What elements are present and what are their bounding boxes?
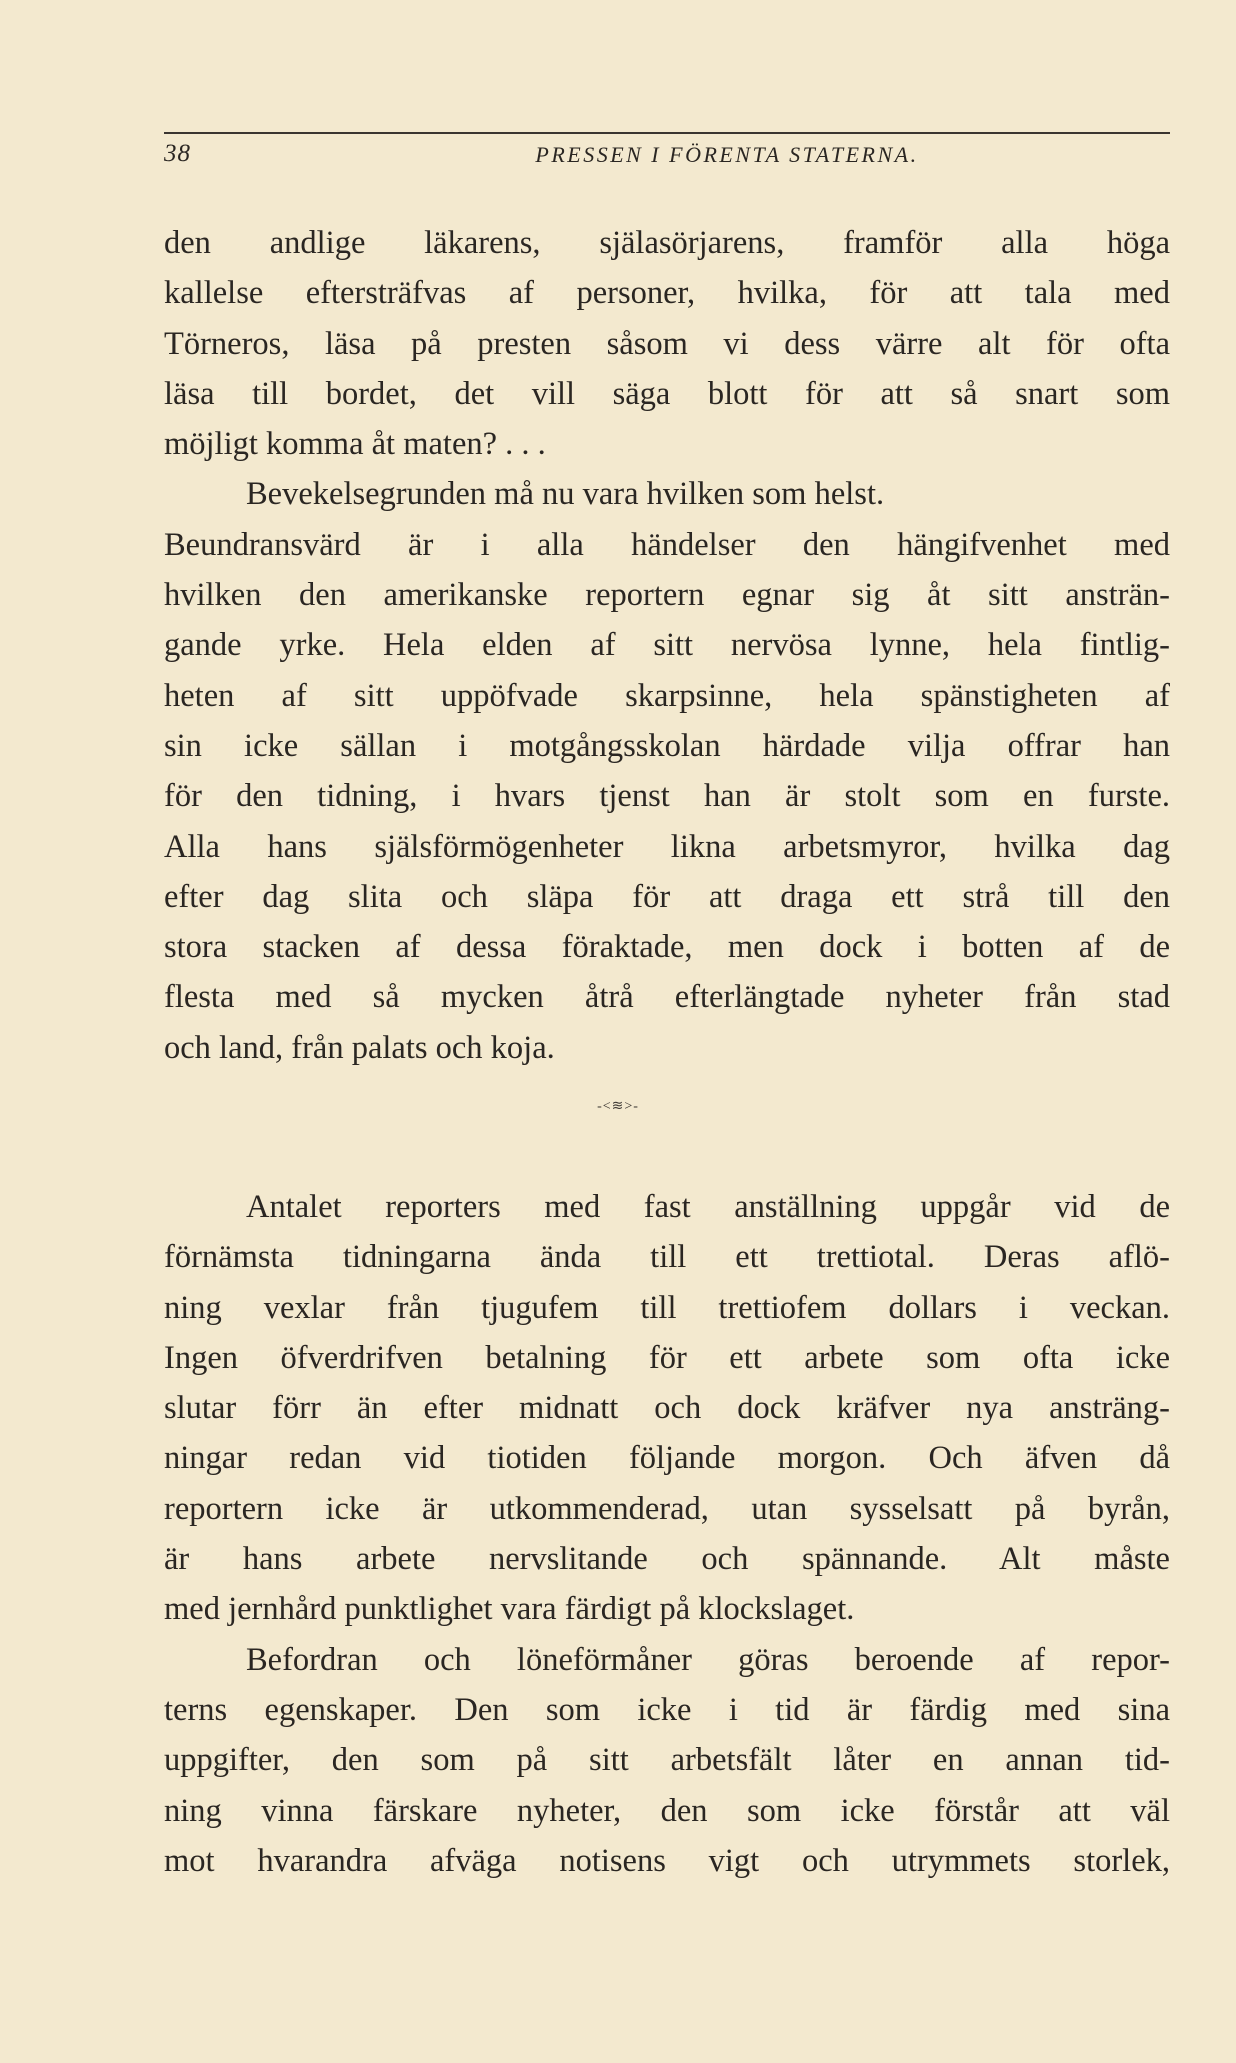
text-line: är hans arbete nervslitande och spännande. Alt måste bbox=[164, 1541, 1170, 1578]
page-header bbox=[164, 132, 1170, 174]
text-line: Törneros, läsa på presten såsom vi dess värre alt för ofta bbox=[164, 325, 1170, 362]
text-line: Antalet reporters med fast anställning uppgår vid de bbox=[246, 1189, 1170, 1225]
text-line: Alla hans själsförmögenheter likna arbetsmyror, hvilka dag bbox=[164, 828, 1170, 865]
page-number: 38 bbox=[164, 140, 191, 167]
text-line: den andlige läkarens, själasörjarens, framför alla höga bbox=[164, 225, 1170, 261]
text-line: kallelse eftersträfvas af personer, hvilka, för att tala med bbox=[164, 275, 1170, 312]
text-line: mot hvarandra afväga notisens vigt och utrymmets storlek, bbox=[164, 1842, 1170, 1879]
running-head: PRESSEN I FÖRENTA STATERNA. bbox=[535, 142, 919, 167]
text-line: slutar förr än efter midnatt och dock kräfver nya ansträng- bbox=[164, 1390, 1170, 1427]
section-ornament: -<≋>- bbox=[597, 1099, 639, 1114]
text-line: heten af sitt uppöfvade skarpsinne, hela spänstigheten af bbox=[164, 677, 1170, 714]
text-line: förnämsta tidningarna ända till ett trettiotal. Deras aflö- bbox=[164, 1239, 1170, 1276]
text-line: efter dag slita och släpa för att draga ett strå till den bbox=[164, 878, 1170, 915]
text-line: Bevekelsegrunden må nu vara hvilken som helst. bbox=[246, 476, 885, 513]
text-line: Ingen öfverdrifven betalning för ett arbete som ofta icke bbox=[164, 1339, 1170, 1376]
text-line: gande yrke. Hela elden af sitt nervösa lynne, hela fintlig- bbox=[164, 627, 1170, 664]
text-line: ningar redan vid tiotiden följande morgon. Och äfven då bbox=[164, 1440, 1170, 1477]
text-line: ning vinna färskare nyheter, den som icke förstår att väl bbox=[164, 1792, 1170, 1829]
text-line: för den tidning, i hvars tjenst han är stolt som en furste. bbox=[164, 778, 1170, 815]
text-line: med jernhård punktlighet vara färdigt på klockslaget. bbox=[164, 1591, 855, 1628]
text-line: läsa till bordet, det vill säga blott för att så snart som bbox=[164, 375, 1170, 412]
text-line: flesta med så mycken åtrå efterlängtade nyheter från stad bbox=[164, 979, 1170, 1016]
text-line: och land, från palats och koja. bbox=[164, 1029, 555, 1066]
text-line: Beundransvärd är i alla händelser den hängifvenhet med bbox=[164, 526, 1170, 563]
text-line: reportern icke är utkommenderad, utan sysselsatt på byrån, bbox=[164, 1490, 1170, 1527]
text-line: Befordran och löneförmåner göras beroende af repor- bbox=[246, 1641, 1170, 1678]
text-block-continuation bbox=[164, 218, 1170, 1073]
text-block-reporters bbox=[164, 1182, 1170, 1886]
text-line: sin icke sällan i motgångsskolan härdade vilja offrar han bbox=[164, 727, 1170, 764]
text-line: ning vexlar från tjugufem till trettiofem dollars i veckan. bbox=[164, 1289, 1170, 1326]
text-line: terns egenskaper. Den som icke i tid är färdig med sina bbox=[164, 1691, 1170, 1728]
text-line: uppgifter, den som på sitt arbetsfält låter en annan tid- bbox=[164, 1742, 1170, 1779]
text-line: möjligt komma åt maten? . . . bbox=[164, 426, 546, 463]
text-line: hvilken den amerikanske reportern egnar sig åt sitt ansträn- bbox=[164, 577, 1170, 614]
text-line: stora stacken af dessa föraktade, men dock i botten af de bbox=[164, 929, 1170, 966]
